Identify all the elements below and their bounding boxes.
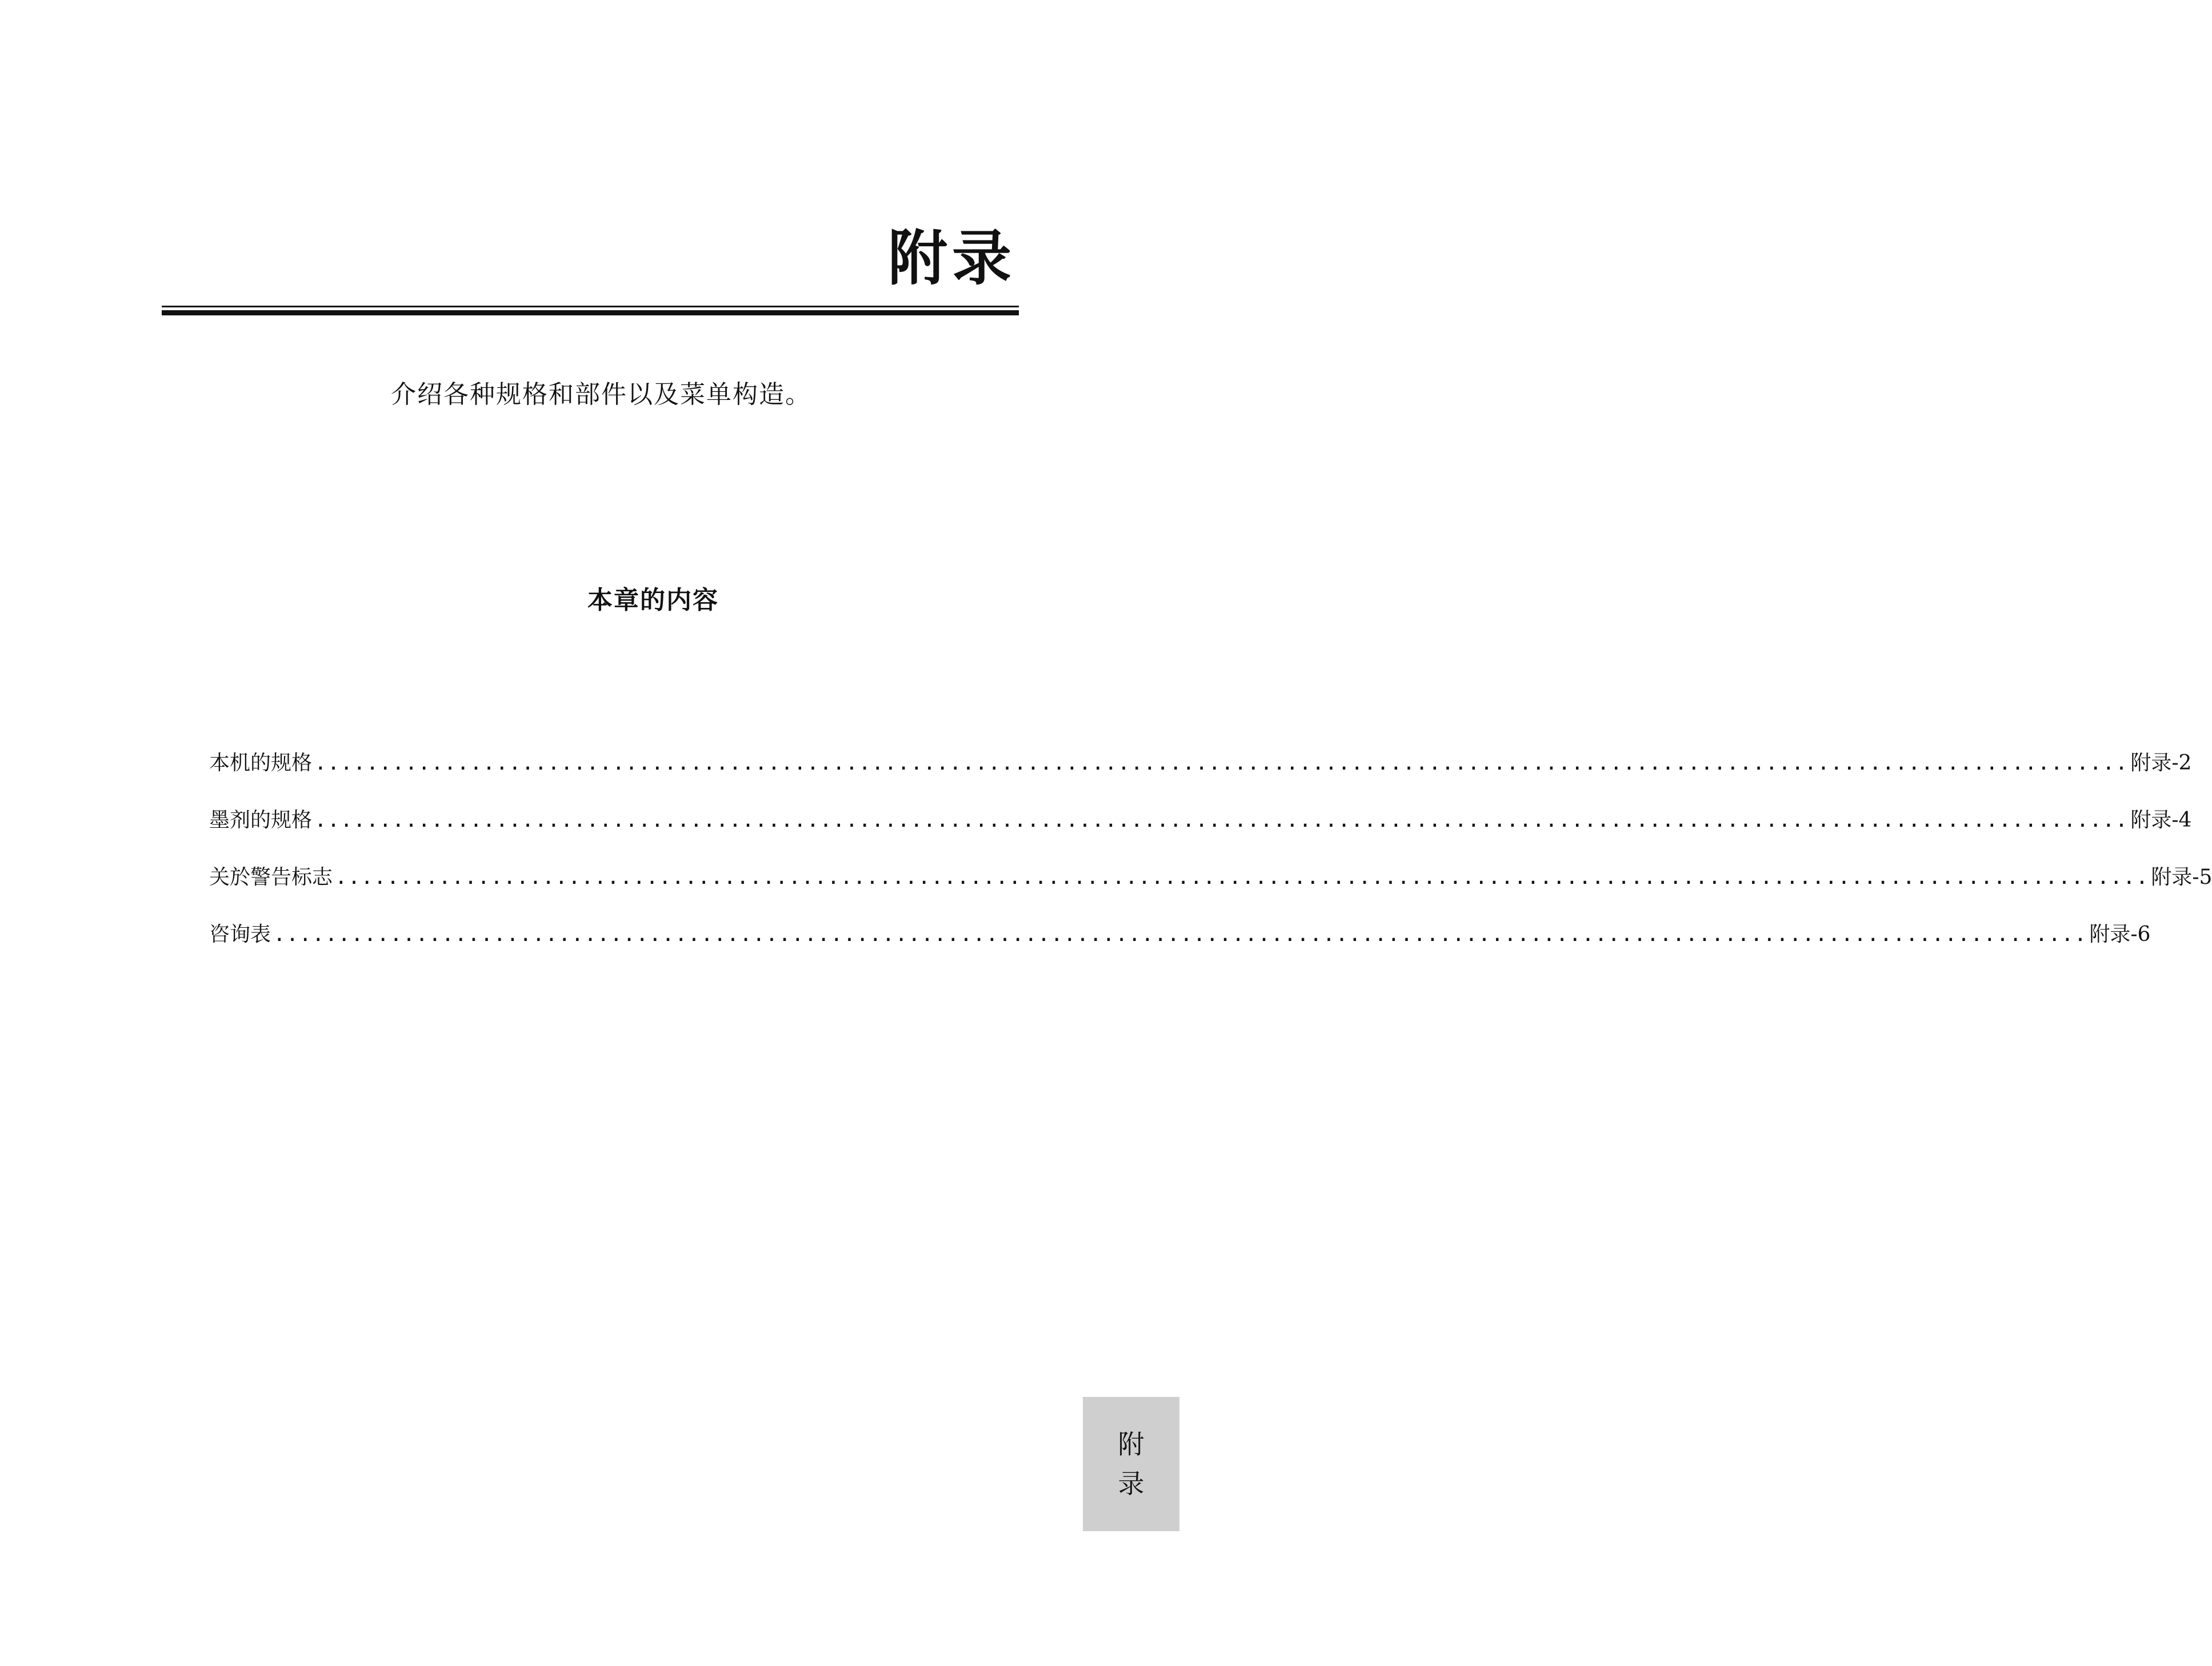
- toc-entry-page: 附录-4: [2130, 808, 2192, 832]
- side-tab-char-2: 录: [1118, 1468, 1145, 1499]
- toc-entry-label: 咨询表: [209, 923, 271, 946]
- toc-dot-leader: ............................................................................................................................................: [335, 866, 2149, 889]
- toc-entry-label: 墨剂的规格: [209, 808, 313, 832]
- title-rule-thick: [162, 310, 1019, 315]
- table-of-contents: [209, 751, 2212, 982]
- toc-entry-label: 本机的规格: [209, 751, 313, 775]
- chapter-intro: 介绍各种规格和部件以及菜单构造。: [391, 380, 811, 409]
- toc-entry-ink-specifications[interactable]: [209, 808, 2192, 867]
- toc-dot-leader: ............................................................................................................................................: [314, 751, 2129, 775]
- side-tab-char-1: 附: [1118, 1428, 1145, 1460]
- chapter-title: 附录: [887, 223, 1016, 293]
- toc-entry-label: 关於警告标志: [209, 866, 333, 889]
- toc-dot-leader: ............................................................................................................................................: [314, 808, 2129, 832]
- contents-heading: 本章的内容: [587, 586, 719, 615]
- toc-dot-leader: ............................................................................................................................................: [273, 923, 2087, 946]
- toc-entry-page: 附录-6: [2089, 923, 2151, 946]
- toc-entry-specifications[interactable]: [209, 751, 2192, 810]
- chapter-side-tab[interactable]: [1083, 1397, 1179, 1531]
- toc-entry-inquiry-form[interactable]: [209, 923, 2151, 982]
- title-rule-thin: [162, 306, 1019, 307]
- toc-entry-page: 附录-2: [2130, 751, 2192, 775]
- toc-entry-page: 附录-5: [2151, 866, 2212, 889]
- toc-entry-warning-labels[interactable]: [209, 866, 2212, 924]
